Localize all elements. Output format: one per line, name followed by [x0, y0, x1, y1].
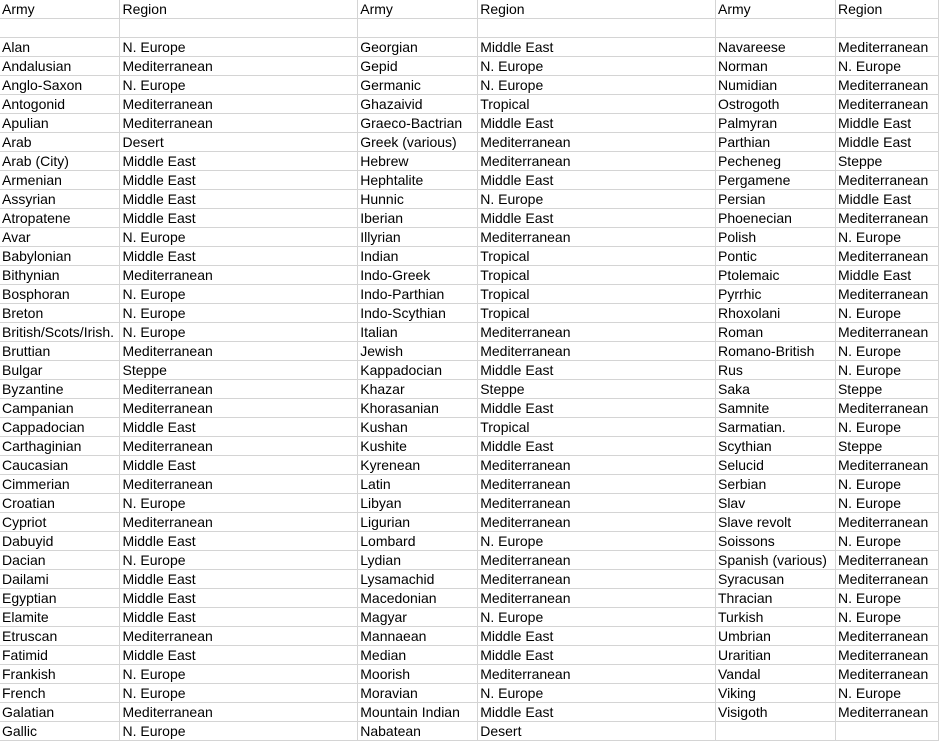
army-header-cell[interactable]: Army [715, 0, 835, 19]
army-cell[interactable]: Libyan [358, 494, 478, 513]
army-cell[interactable]: Thracian [715, 589, 835, 608]
region-cell[interactable]: Middle East [120, 456, 358, 475]
region-cell[interactable]: Tropical [478, 285, 716, 304]
region-cell[interactable]: N. Europe [120, 684, 358, 703]
table-row [0, 532, 939, 551]
region-cell[interactable]: N. Europe [120, 285, 358, 304]
region-cell[interactable]: Mediterranean [478, 570, 716, 589]
army-cell[interactable]: Kushite [358, 437, 478, 456]
region-cell[interactable]: N. Europe [835, 532, 938, 551]
army-cell[interactable]: Ghazaivid [358, 95, 478, 114]
army-cell[interactable]: Khazar [358, 380, 478, 399]
region-cell[interactable]: Mediterranean [120, 95, 358, 114]
army-cell[interactable]: Soissons [715, 532, 835, 551]
table-row [0, 380, 939, 399]
army-cell[interactable]: Gepid [358, 57, 478, 76]
army-cell[interactable]: Indo-Scythian [358, 304, 478, 323]
region-cell[interactable]: Mediterranean [835, 399, 938, 418]
region-cell[interactable]: Tropical [478, 418, 716, 437]
region-cell[interactable]: Steppe [835, 152, 938, 171]
region-cell[interactable]: N. Europe [478, 532, 716, 551]
army-cell[interactable]: Georgian [358, 38, 478, 57]
table-row [0, 190, 939, 209]
army-cell[interactable]: Magyar [358, 608, 478, 627]
region-cell[interactable]: Tropical [478, 247, 716, 266]
region-cell[interactable]: Mediterranean [478, 551, 716, 570]
army-cell[interactable]: Ostrogoth [715, 95, 835, 114]
army-cell[interactable]: Cappadocian [0, 418, 120, 437]
army-cell[interactable]: Kyrenean [358, 456, 478, 475]
region-cell[interactable]: Mediterranean [120, 342, 358, 361]
region-cell[interactable]: N. Europe [478, 76, 716, 95]
region-cell[interactable]: Mediterranean [835, 171, 938, 190]
region-cell[interactable]: N. Europe [835, 57, 938, 76]
army-cell[interactable]: Bosphoran [0, 285, 120, 304]
region-cell[interactable]: Mediterranean [478, 133, 716, 152]
army-cell[interactable]: Avar [0, 228, 120, 247]
region-cell[interactable]: Mediterranean [835, 551, 938, 570]
header-row [0, 0, 939, 19]
region-cell[interactable]: N. Europe [120, 722, 358, 741]
region-cell[interactable]: N. Europe [478, 608, 716, 627]
army-cell[interactable]: French [0, 684, 120, 703]
region-cell[interactable]: Mediterranean [478, 494, 716, 513]
region-cell[interactable]: Middle East [478, 361, 716, 380]
region-cell[interactable]: Mediterranean [835, 38, 938, 57]
region-cell[interactable]: Mediterranean [120, 114, 358, 133]
empty-cell[interactable] [120, 19, 358, 38]
table-row [0, 475, 939, 494]
army-cell[interactable]: Indo-Parthian [358, 285, 478, 304]
table-row [0, 57, 939, 76]
table-row [0, 589, 939, 608]
army-cell[interactable]: Frankish [0, 665, 120, 684]
region-cell[interactable]: Mediterranean [478, 323, 716, 342]
table-row [0, 209, 939, 228]
region-cell[interactable]: Mediterranean [120, 266, 358, 285]
region-cell[interactable]: Mediterranean [835, 646, 938, 665]
region-cell[interactable]: N. Europe [835, 418, 938, 437]
region-cell[interactable]: Tropical [478, 266, 716, 285]
army-cell[interactable]: Cimmerian [0, 475, 120, 494]
region-cell[interactable]: Mediterranean [478, 589, 716, 608]
region-cell[interactable]: N. Europe [120, 323, 358, 342]
region-cell[interactable]: Mediterranean [478, 228, 716, 247]
army-cell[interactable]: Apulian [0, 114, 120, 133]
region-cell[interactable]: Middle East [835, 133, 938, 152]
table-row [0, 304, 939, 323]
region-header-cell[interactable]: Region [835, 0, 938, 19]
army-cell[interactable]: Norman [715, 57, 835, 76]
army-cell[interactable]: Hephtalite [358, 171, 478, 190]
region-header-cell[interactable]: Region [120, 0, 358, 19]
region-cell[interactable]: Middle East [478, 646, 716, 665]
region-cell[interactable]: Mediterranean [120, 399, 358, 418]
region-cell[interactable]: Middle East [120, 209, 358, 228]
army-cell[interactable]: Ligurian [358, 513, 478, 532]
region-cell[interactable] [835, 722, 938, 741]
region-cell[interactable]: N. Europe [835, 361, 938, 380]
table-row [0, 152, 939, 171]
region-cell[interactable]: N. Europe [835, 342, 938, 361]
table-row [0, 266, 939, 285]
army-header-cell[interactable]: Army [358, 0, 478, 19]
empty-cell[interactable] [478, 19, 716, 38]
army-cell[interactable]: Antogonid [0, 95, 120, 114]
region-cell[interactable]: Middle East [120, 570, 358, 589]
army-cell[interactable]: Campanian [0, 399, 120, 418]
region-cell[interactable]: Middle East [478, 437, 716, 456]
army-cell[interactable]: Graeco-Bactrian [358, 114, 478, 133]
army-cell[interactable]: Rhoxolani [715, 304, 835, 323]
region-cell[interactable]: Mediterranean [835, 627, 938, 646]
army-cell[interactable]: Byzantine [0, 380, 120, 399]
table-row [0, 684, 939, 703]
army-cell[interactable]: Vandal [715, 665, 835, 684]
army-cell[interactable]: Ptolemaic [715, 266, 835, 285]
region-cell[interactable]: N. Europe [120, 665, 358, 684]
region-cell[interactable]: Desert [120, 133, 358, 152]
region-cell[interactable]: N. Europe [120, 228, 358, 247]
army-cell[interactable]: Samnite [715, 399, 835, 418]
army-cell[interactable]: Breton [0, 304, 120, 323]
region-cell[interactable]: Middle East [835, 266, 938, 285]
region-cell[interactable]: N. Europe [120, 38, 358, 57]
region-cell[interactable]: N. Europe [835, 304, 938, 323]
region-cell[interactable]: Mediterranean [120, 475, 358, 494]
table-row [0, 323, 939, 342]
army-cell[interactable]: Caucasian [0, 456, 120, 475]
army-cell[interactable]: Romano-British [715, 342, 835, 361]
army-cell[interactable]: Assyrian [0, 190, 120, 209]
army-cell[interactable]: Lydian [358, 551, 478, 570]
army-cell[interactable]: Viking [715, 684, 835, 703]
army-cell[interactable]: Armenian [0, 171, 120, 190]
region-cell[interactable]: Middle East [478, 703, 716, 722]
region-cell[interactable]: Mediterranean [478, 513, 716, 532]
region-cell[interactable]: Mediterranean [835, 513, 938, 532]
region-cell[interactable]: Mediterranean [478, 342, 716, 361]
army-cell[interactable]: Latin [358, 475, 478, 494]
region-cell[interactable]: Steppe [835, 437, 938, 456]
table-row [0, 399, 939, 418]
table-row [0, 418, 939, 437]
region-cell[interactable]: N. Europe [835, 684, 938, 703]
army-cell[interactable]: Nabatean [358, 722, 478, 741]
region-cell[interactable]: Mediterranean [120, 437, 358, 456]
army-cell[interactable]: Cypriot [0, 513, 120, 532]
army-cell[interactable]: Dailami [0, 570, 120, 589]
army-cell[interactable]: Babylonian [0, 247, 120, 266]
table-row [0, 513, 939, 532]
table-row [0, 551, 939, 570]
region-cell[interactable]: Mediterranean [835, 323, 938, 342]
region-cell[interactable]: Middle East [478, 399, 716, 418]
region-cell[interactable]: Mediterranean [835, 456, 938, 475]
region-cell[interactable]: Mediterranean [835, 703, 938, 722]
region-cell[interactable]: Steppe [835, 380, 938, 399]
army-cell[interactable]: Slav [715, 494, 835, 513]
region-cell[interactable]: N. Europe [478, 190, 716, 209]
army-cell[interactable]: Median [358, 646, 478, 665]
region-cell[interactable]: N. Europe [120, 494, 358, 513]
region-cell[interactable]: Mediterranean [835, 95, 938, 114]
army-cell[interactable]: Syracusan [715, 570, 835, 589]
army-cell[interactable]: Iberian [358, 209, 478, 228]
army-cell[interactable]: Arab (City) [0, 152, 120, 171]
region-cell[interactable]: Mediterranean [835, 76, 938, 95]
region-cell[interactable]: Mediterranean [120, 380, 358, 399]
table-row [0, 228, 939, 247]
army-cell[interactable]: Arab [0, 133, 120, 152]
army-cell[interactable] [715, 722, 835, 741]
army-cell[interactable]: Lysamachid [358, 570, 478, 589]
table-row [0, 285, 939, 304]
region-cell[interactable]: Steppe [478, 380, 716, 399]
region-cell[interactable]: Mediterranean [835, 570, 938, 589]
region-cell[interactable]: Tropical [478, 304, 716, 323]
army-cell[interactable]: Indo-Greek [358, 266, 478, 285]
region-cell[interactable]: Middle East [478, 209, 716, 228]
army-cell[interactable]: Mannaean [358, 627, 478, 646]
army-cell[interactable]: Macedonian [358, 589, 478, 608]
region-cell[interactable]: Mediterranean [478, 456, 716, 475]
army-cell[interactable]: Selucid [715, 456, 835, 475]
army-cell[interactable]: Moorish [358, 665, 478, 684]
region-cell[interactable]: Middle East [120, 532, 358, 551]
army-cell[interactable]: Uraritian [715, 646, 835, 665]
table-row [0, 342, 939, 361]
army-cell[interactable]: Etruscan [0, 627, 120, 646]
region-cell[interactable]: N. Europe [835, 494, 938, 513]
region-cell[interactable]: Middle East [478, 114, 716, 133]
army-cell[interactable]: Serbian [715, 475, 835, 494]
army-cell[interactable]: Bulgar [0, 361, 120, 380]
army-cell[interactable]: Visigoth [715, 703, 835, 722]
region-cell[interactable]: N. Europe [835, 228, 938, 247]
army-cell[interactable]: British/Scots/Irish. [0, 323, 120, 342]
army-cell[interactable]: Pontic [715, 247, 835, 266]
empty-cell[interactable] [358, 19, 478, 38]
army-cell[interactable]: Navareese [715, 38, 835, 57]
army-cell[interactable]: Atropatene [0, 209, 120, 228]
army-cell[interactable]: Turkish [715, 608, 835, 627]
table-row [0, 646, 939, 665]
army-cell[interactable]: Pergamene [715, 171, 835, 190]
table-row [0, 38, 939, 57]
table-row [0, 456, 939, 475]
region-cell[interactable]: Mediterranean [835, 285, 938, 304]
army-cell[interactable]: Elamite [0, 608, 120, 627]
region-cell[interactable]: Desert [478, 722, 716, 741]
table-row [0, 171, 939, 190]
region-cell[interactable]: Middle East [478, 171, 716, 190]
army-cell[interactable]: Hebrew [358, 152, 478, 171]
army-cell[interactable]: Mountain Indian [358, 703, 478, 722]
table-row [0, 95, 939, 114]
army-cell[interactable]: Saka [715, 380, 835, 399]
army-cell[interactable]: Egyptian [0, 589, 120, 608]
region-cell[interactable]: Mediterranean [478, 475, 716, 494]
region-cell[interactable]: Middle East [478, 38, 716, 57]
empty-cell[interactable] [0, 19, 120, 38]
army-cell[interactable]: Pecheneg [715, 152, 835, 171]
region-cell[interactable]: N. Europe [120, 76, 358, 95]
army-cell[interactable]: Italian [358, 323, 478, 342]
region-cell[interactable]: Mediterranean [835, 247, 938, 266]
region-cell[interactable]: Middle East [120, 190, 358, 209]
table-row [0, 114, 939, 133]
table-row [0, 361, 939, 380]
army-cell[interactable]: Pyrrhic [715, 285, 835, 304]
army-cell[interactable]: Scythian [715, 437, 835, 456]
army-cell[interactable]: Phoenecian [715, 209, 835, 228]
table-row [0, 703, 939, 722]
region-cell[interactable]: Middle East [120, 608, 358, 627]
army-cell[interactable]: Indian [358, 247, 478, 266]
army-cell[interactable]: Hunnic [358, 190, 478, 209]
army-cell[interactable]: Jewish [358, 342, 478, 361]
army-cell[interactable]: Galatian [0, 703, 120, 722]
army-cell[interactable]: Fatimid [0, 646, 120, 665]
region-cell[interactable]: Middle East [478, 627, 716, 646]
army-cell[interactable]: Dabuyid [0, 532, 120, 551]
army-cell[interactable]: Parthian [715, 133, 835, 152]
table-row [0, 722, 939, 741]
army-header-cell[interactable]: Army [0, 0, 120, 19]
army-cell[interactable]: Germanic [358, 76, 478, 95]
army-cell[interactable]: Kushan [358, 418, 478, 437]
table-row [0, 608, 939, 627]
army-cell[interactable]: Anglo-Saxon [0, 76, 120, 95]
region-cell[interactable]: Tropical [478, 95, 716, 114]
army-cell[interactable]: Lombard [358, 532, 478, 551]
army-cell[interactable]: Roman [715, 323, 835, 342]
army-cell[interactable]: Rus [715, 361, 835, 380]
region-cell[interactable]: N. Europe [835, 589, 938, 608]
army-cell[interactable]: Illyrian [358, 228, 478, 247]
army-cell[interactable]: Greek (various) [358, 133, 478, 152]
region-cell[interactable]: N. Europe [835, 608, 938, 627]
region-cell[interactable]: Mediterranean [120, 57, 358, 76]
region-cell[interactable]: Middle East [120, 152, 358, 171]
table-row [0, 570, 939, 589]
table-row [0, 437, 939, 456]
army-cell[interactable]: Khorasanian [358, 399, 478, 418]
army-cell[interactable]: Croatian [0, 494, 120, 513]
empty-cell[interactable] [715, 19, 835, 38]
table-row [0, 76, 939, 95]
region-cell[interactable]: Mediterranean [120, 627, 358, 646]
empty-cell[interactable] [835, 19, 938, 38]
region-cell[interactable]: Middle East [120, 646, 358, 665]
army-cell[interactable]: Numidian [715, 76, 835, 95]
army-cell[interactable]: Slave revolt [715, 513, 835, 532]
army-cell[interactable]: Alan [0, 38, 120, 57]
region-cell[interactable]: N. Europe [478, 57, 716, 76]
region-cell[interactable]: Middle East [835, 190, 938, 209]
region-cell[interactable]: N. Europe [120, 304, 358, 323]
region-cell[interactable]: Mediterranean [478, 665, 716, 684]
army-cell[interactable]: Kappadocian [358, 361, 478, 380]
region-cell[interactable]: Steppe [120, 361, 358, 380]
region-cell[interactable]: Mediterranean [835, 209, 938, 228]
table-row [0, 494, 939, 513]
region-header-cell[interactable]: Region [478, 0, 716, 19]
army-cell[interactable]: Palmyran [715, 114, 835, 133]
region-cell[interactable]: Middle East [120, 247, 358, 266]
army-cell[interactable]: Carthaginian [0, 437, 120, 456]
region-cell[interactable]: N. Europe [835, 475, 938, 494]
army-cell[interactable]: Gallic [0, 722, 120, 741]
army-cell[interactable]: Moravian [358, 684, 478, 703]
army-cell[interactable]: Bruttian [0, 342, 120, 361]
region-cell[interactable]: Mediterranean [120, 513, 358, 532]
army-cell[interactable]: Bithynian [0, 266, 120, 285]
table-row [0, 133, 939, 152]
table-row [0, 665, 939, 684]
army-cell[interactable]: Polish [715, 228, 835, 247]
army-cell[interactable]: Sarmatian. [715, 418, 835, 437]
army-cell[interactable]: Dacian [0, 551, 120, 570]
army-cell[interactable]: Umbrian [715, 627, 835, 646]
region-cell[interactable]: Mediterranean [835, 665, 938, 684]
army-cell[interactable]: Persian [715, 190, 835, 209]
army-cell[interactable]: Andalusian [0, 57, 120, 76]
table-row [0, 247, 939, 266]
region-cell[interactable]: Middle East [120, 418, 358, 437]
army-cell[interactable]: Spanish (various) [715, 551, 835, 570]
region-cell[interactable]: N. Europe [478, 684, 716, 703]
region-cell[interactable]: Middle East [835, 114, 938, 133]
region-cell[interactable]: N. Europe [120, 551, 358, 570]
region-cell[interactable]: Mediterranean [120, 703, 358, 722]
empty-row [0, 19, 939, 38]
region-cell[interactable]: Middle East [120, 171, 358, 190]
table-row [0, 627, 939, 646]
region-cell[interactable]: Mediterranean [478, 152, 716, 171]
region-cell[interactable]: Middle East [120, 589, 358, 608]
